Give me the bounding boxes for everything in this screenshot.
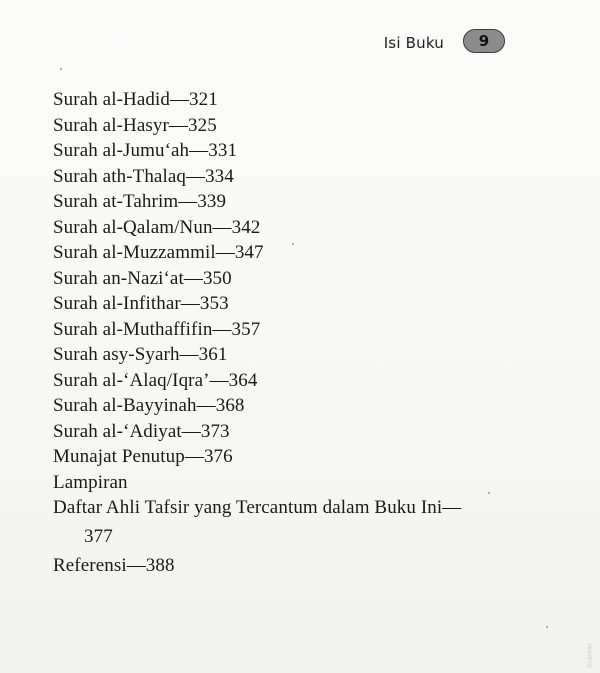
toc-entry: Munajat Penutup—376: [53, 446, 233, 467]
toc-entry: Lampiran: [53, 471, 128, 493]
page-header: [0, 28, 600, 58]
toc-entry: Surah al-‘Adiyat—373: [53, 420, 230, 442]
toc-entry: Surah an-Nazi‘at—350: [53, 267, 232, 289]
scan-speck: [60, 68, 62, 70]
toc-entry: Referensi—388: [53, 555, 175, 576]
scan-speck: [292, 243, 294, 245]
table-of-contents: [53, 87, 533, 579]
toc-entry: Surah at-Tahrim—339: [53, 191, 227, 212]
toc-entry: Surah al-Bayyinah—368: [53, 395, 245, 416]
toc-entry: Surah al-Infithar—353: [53, 293, 229, 314]
toc-entry: Surah al-Muthaffifin—357: [53, 318, 261, 340]
toc-entry: Surah al-Muzzammil—347: [53, 242, 264, 263]
toc-entry: Surah al-‘Alaq/Iqra’—364: [53, 369, 258, 391]
scanner-watermark: Scanner: [587, 643, 594, 668]
toc-entry: Surah al-Jumu‘ah—331: [53, 140, 238, 161]
toc-entry: Surah al-Hasyr—325: [53, 114, 217, 136]
toc-entry: Surah asy-Syarh—361: [53, 344, 228, 365]
scan-speck: [488, 492, 490, 494]
toc-entry: Surah al-Hadid—321: [53, 89, 218, 110]
toc-entry: Surah ath-Thalaq—334: [53, 165, 234, 187]
toc-entry: Daftar Ahli Tafsir yang Tercantum dalam Buku Ini—: [53, 497, 462, 518]
running-header-title: Isi Buku: [383, 34, 444, 52]
scan-speck: [546, 626, 548, 628]
toc-entry: Surah al-Qalam/Nun—342: [53, 216, 261, 238]
page-number: 9: [478, 32, 490, 50]
toc-entry-continuation: 377: [84, 526, 113, 547]
page-number-badge: [463, 29, 505, 53]
